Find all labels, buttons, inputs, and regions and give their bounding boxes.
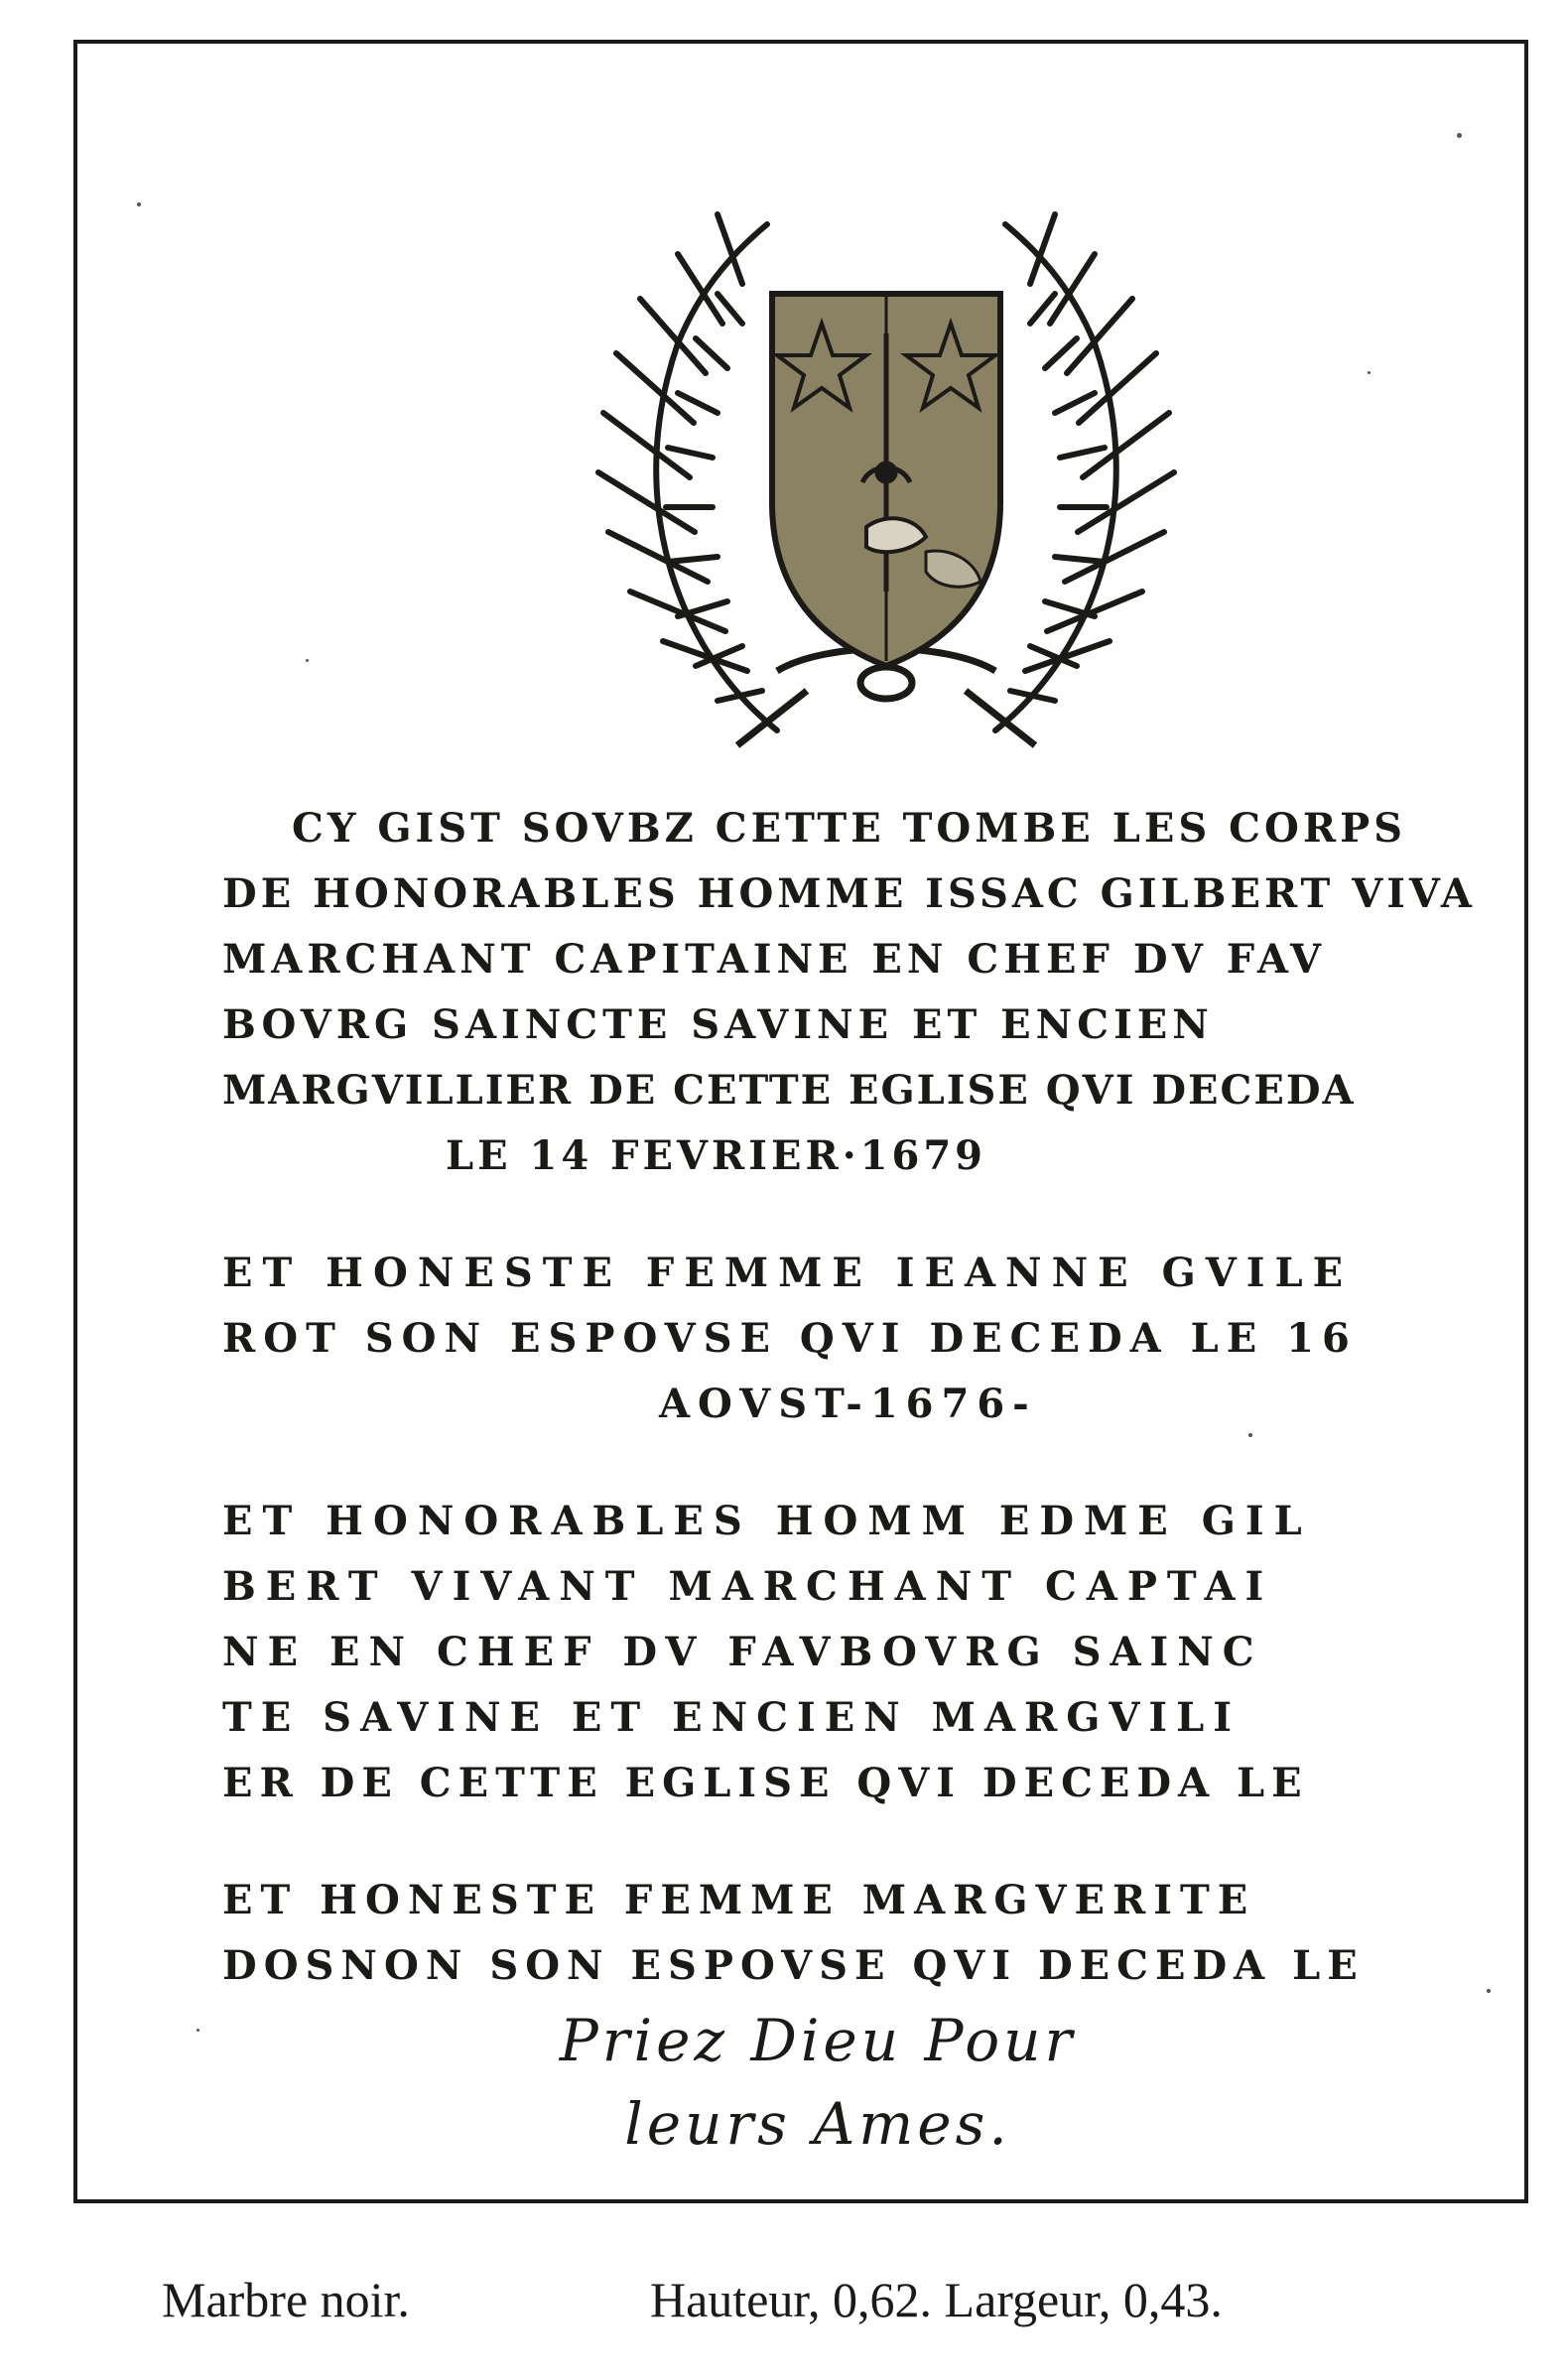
- epitaph-4-line-2: DOSNON SON ESPOVSE QVI DECEDA LE: [222, 1942, 1365, 1989]
- memorial-plaque: [73, 40, 1528, 2203]
- material-caption: Marbre noir.: [162, 2272, 410, 2327]
- epitaph-1-line-3: MARCHANT CAPITAINE EN CHEF DV FAV: [222, 936, 1327, 983]
- epitaph-inscription: [222, 796, 1552, 1999]
- epitaph-1-line-5: MARGVILLIER DE CETTE EGLISE QVI DECEDA: [222, 1067, 1356, 1114]
- epitaph-2-line-3: AOVST-1676-: [659, 1381, 1037, 1427]
- dimensions-caption: Hauteur, 0,62. Largeur, 0,43.: [650, 2272, 1223, 2327]
- left-palm-branch-icon: [598, 214, 777, 730]
- epitaph-1-line-6: LE 14 FEVRIER·1679: [446, 1132, 986, 1179]
- epitaph-3-line-5: ER DE CETTE EGLISE QVI DECEDA LE: [222, 1760, 1309, 1806]
- coat-of-arms-emblem: [569, 175, 1204, 750]
- epitaph-1-line-1: CY GIST SOVBZ CETTE TOMBE LES CORPS: [292, 805, 1407, 852]
- epitaph-3-line-2: BERT VIVANT MARCHANT CAPTAI: [222, 1563, 1274, 1610]
- epitaph-3-line-4: TE SAVINE ET ENCIEN MARGVILI: [222, 1694, 1241, 1741]
- prayer-text: [302, 1999, 1334, 2166]
- epitaph-2-line-2: ROT SON ESPOVSE QVI DECEDA LE 16: [222, 1315, 1358, 1362]
- prayer-line-2: leurs Ames.: [624, 2090, 1011, 2158]
- epitaph-3-line-1: ET HONORABLES HOMM EDME GIL: [222, 1498, 1312, 1544]
- prayer-line-1: Priez Dieu Pour: [559, 2007, 1077, 2074]
- epitaph-4-line-1: ET HONESTE FEMME MARGVERITE: [222, 1877, 1256, 1923]
- epitaph-1-line-2: DE HONORABLES HOMME ISSAC GILBERT VIVA: [222, 870, 1476, 917]
- right-palm-branch-icon: [995, 214, 1174, 730]
- epitaph-2-line-1: ET HONESTE FEMME IEANNE GVILE: [222, 1250, 1354, 1296]
- epitaph-1-line-4: BOVRG SAINCTE SAVINE ET ENCIEN: [222, 1001, 1214, 1048]
- epitaph-3-line-3: NE EN CHEF DV FAVBOVRG SAINC: [222, 1629, 1263, 1675]
